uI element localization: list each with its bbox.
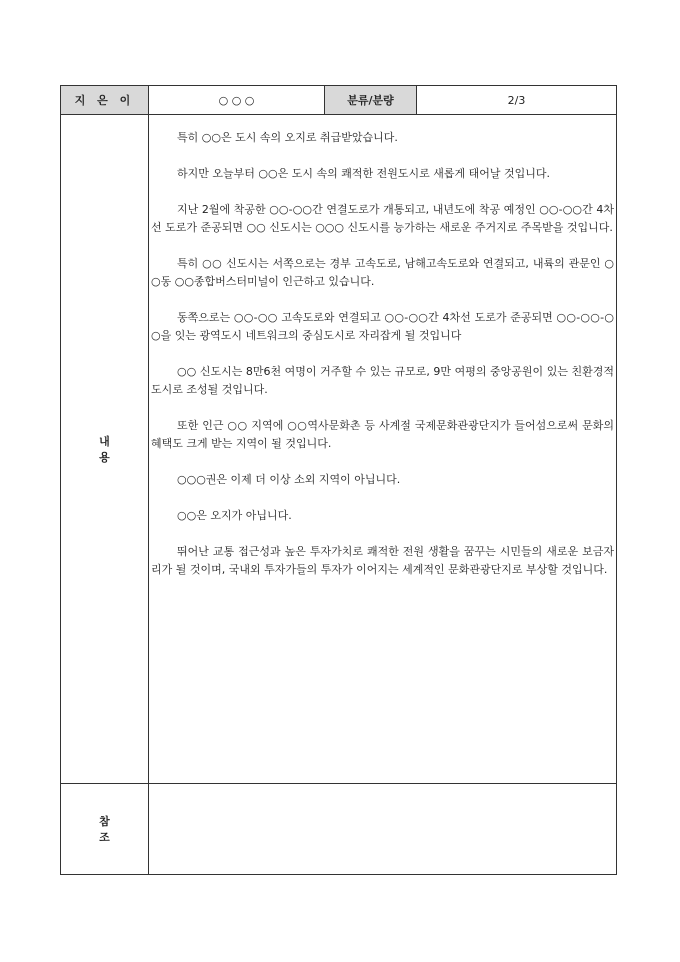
paragraph: 하지만 오늘부터 ○○은 도시 속의 쾌적한 전원도시로 새롭게 태어날 것입니다. <box>177 167 550 180</box>
category-value: 2/3 <box>417 86 617 115</box>
paragraph: 또한 인근 ○○ 지역에 ○○역사문화촌 등 사계절 국제문화관광단지가 들어섬으로써 문화의 혜택도 크게 받는 지역이 될 것입니다. <box>151 419 614 450</box>
content-paragraphs <box>151 115 614 579</box>
author-value: ○ ○ ○ <box>149 86 325 115</box>
reference-value <box>149 784 617 875</box>
author-label: 지 은 이 <box>61 86 149 115</box>
category-label: 분류/분량 <box>325 86 417 115</box>
content-row <box>61 115 617 784</box>
document-form <box>60 85 617 875</box>
paragraph: ○○ 신도시는 8만6천 여명이 거주할 수 있는 규모로, 9만 여평의 중앙공원이 있는 친환경적 도시로 조성될 것입니다. <box>151 365 614 396</box>
paragraph: ○○○권은 이제 더 이상 소외 지역이 아닙니다. <box>177 473 401 486</box>
header-row <box>61 86 617 115</box>
content-body <box>149 115 617 784</box>
paragraph: 특히 ○○ 신도시는 서쪽으로는 경부 고속도로, 남해고속도로와 연결되고, 내륙의 관문인 ○○동 ○○종합버스터미널이 인근하고 있습니다. <box>151 257 614 288</box>
paragraph: 지난 2월에 착공한 ○○-○○간 연결도로가 개통되고, 내년도에 착공 예정인 ○○-○○간 4차선 도로가 준공되면 ○○ 신도시는 ○○○ 신도시를 능가하는 새로운 주거지로 주목받을 것입니다. <box>151 203 614 234</box>
paragraph: 동쪽으로는 ○○-○○ 고속도로와 연결되고 ○○-○○간 4차선 도로가 준공되면 ○○-○○-○○을 잇는 광역도시 네트워크의 중심도시로 자리잡게 될 것입니다 <box>151 311 614 342</box>
paragraph: 특히 ○○은 도시 속의 오지로 취급받았습니다. <box>177 131 398 144</box>
reference-label: 참 조 <box>61 784 149 875</box>
paragraph: 뛰어난 교통 접근성과 높은 투자가치로 쾌적한 전원 생활을 꿈꾸는 시민들의 새로운 보금자리가 될 것이며, 국내외 투자가들의 투자가 이어지는 세계적인 문화관광단지로 부상할 것입니다. <box>151 545 614 576</box>
reference-row <box>61 784 617 875</box>
content-label: 내 용 <box>61 115 149 784</box>
paragraph: ○○은 오지가 아닙니다. <box>177 509 292 522</box>
